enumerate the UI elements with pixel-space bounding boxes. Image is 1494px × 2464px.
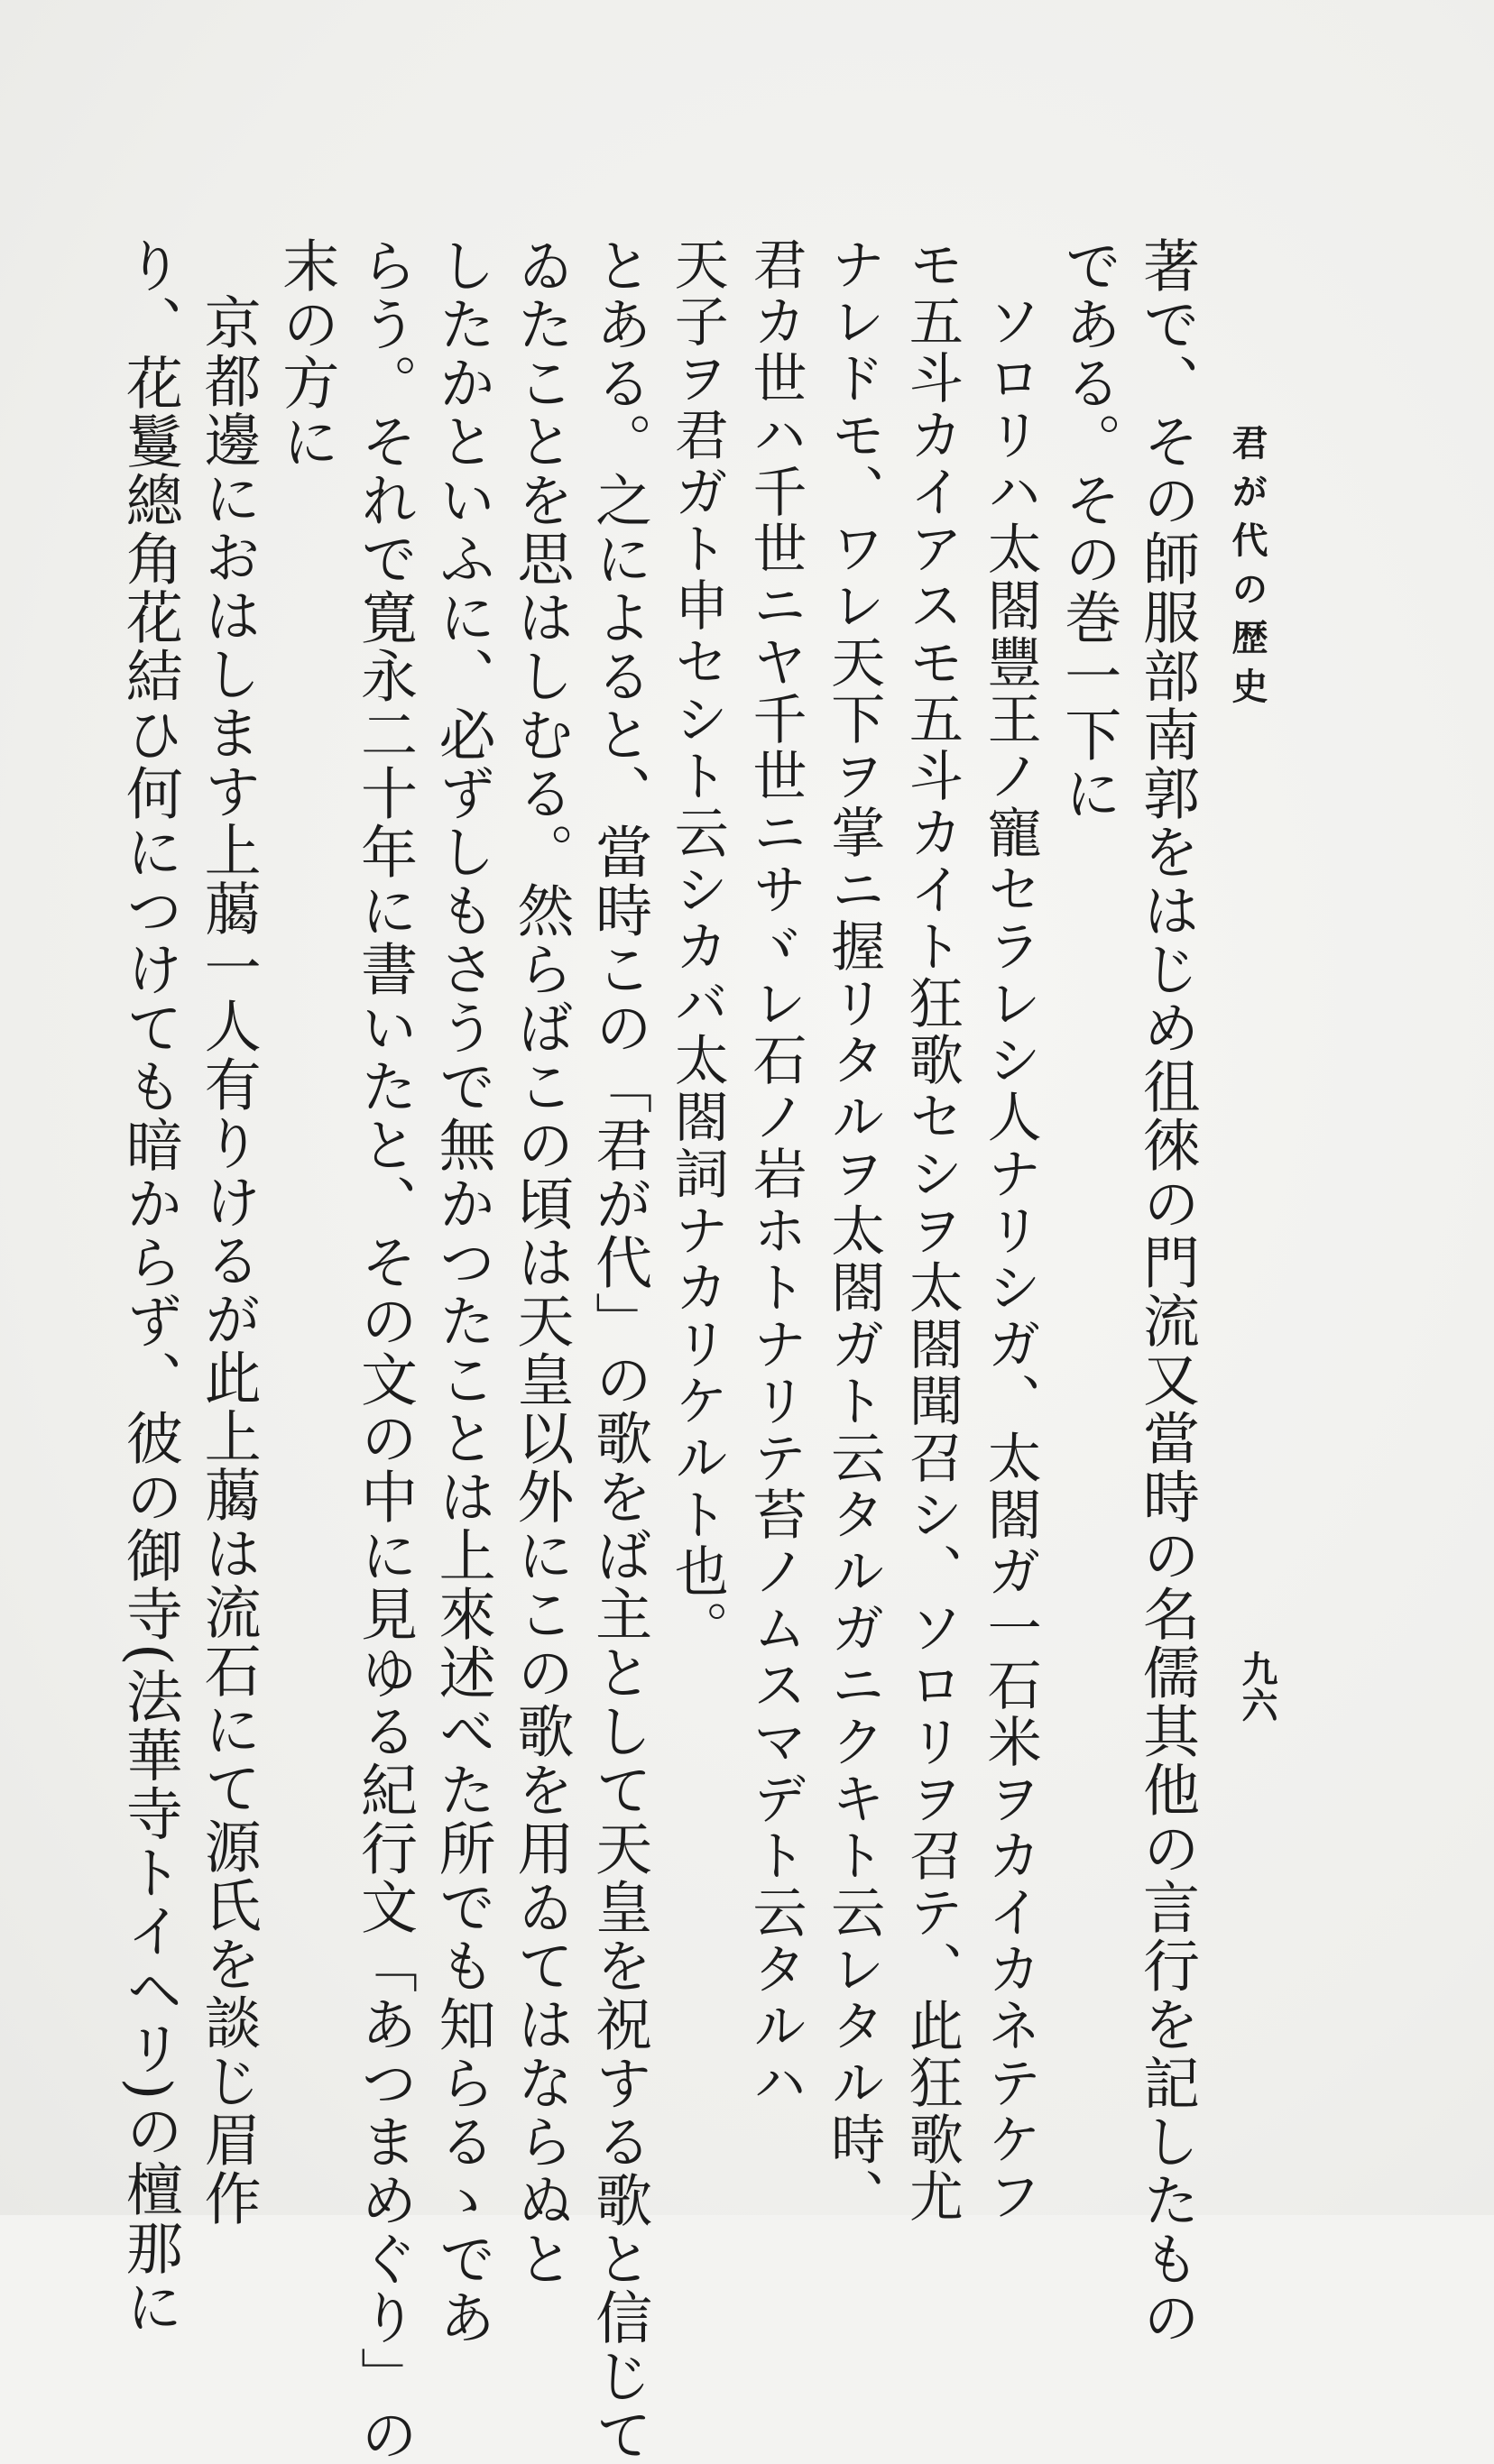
quote-column-1: ソロリハ太閤豐王ノ寵セラレシ人ナリシガ、太閤ガ一石米ヲカイカネテケフ (978, 293, 1042, 2225)
quote-column-2: モ五斗カイアスモ五斗カイト狂歌セシヲ太閤聞召シ、ソロリヲ召テ、此狂歌尤 (899, 236, 964, 2225)
text-column-3: とある。之によると、當時この「君が代」の歌をば主として天皇を祝する歌と信じて (586, 236, 653, 2464)
text-column-1: 著で、その師服部南郭をはじめ徂徠の門流又當時の名儒其他の言行を記したもの (1134, 236, 1200, 2347)
quote-column-5: 天子ヲ君ガト申セシト云シカバ太閤詞ナカリケルト也。 (665, 236, 729, 1657)
quote-column-4: 君カ世ハ千世ニヤ千世ニサヾレ石ノ岩ホトナリテ苔ノムスマデト云タルハ (743, 236, 807, 2111)
page-number: 九六 (1236, 1650, 1278, 1723)
text-column-2: である。その巻一下に (1056, 236, 1122, 823)
text-column-9: り、花鬘總角花結ひ何につけても暗からず、彼の御寺(法華寺トイヘリ)の檀那に (116, 236, 183, 2337)
text-column-6: らう。それで寛永二十年に書いたと、その文の中に見ゆる紀行文「あつまめぐり」の (351, 236, 418, 2464)
running-title: 君が代の歴史 (1226, 424, 1268, 716)
text-column-5: したかといふに、必ずしもさうで無かつたことは上來述べた所でも知らるゝであ (429, 236, 496, 2347)
text-column-4: ゐたことを思はしむる。然らばこの頃は天皇以外にこの歌を用ゐてはならぬと (508, 236, 575, 2288)
text-column-7: 末の方に (273, 236, 340, 471)
body-text (116, 236, 1205, 2464)
quote-column-3: ナレドモ、ワレ天下ヲ掌ニ握リタルヲ太閤ガト云タルガニクキト云レタル時、 (822, 236, 886, 2225)
text-column-8: 京都邊におはします上﨟一人有りけるが此上﨟は流石にて源氏を談じ眉作 (195, 293, 262, 2228)
